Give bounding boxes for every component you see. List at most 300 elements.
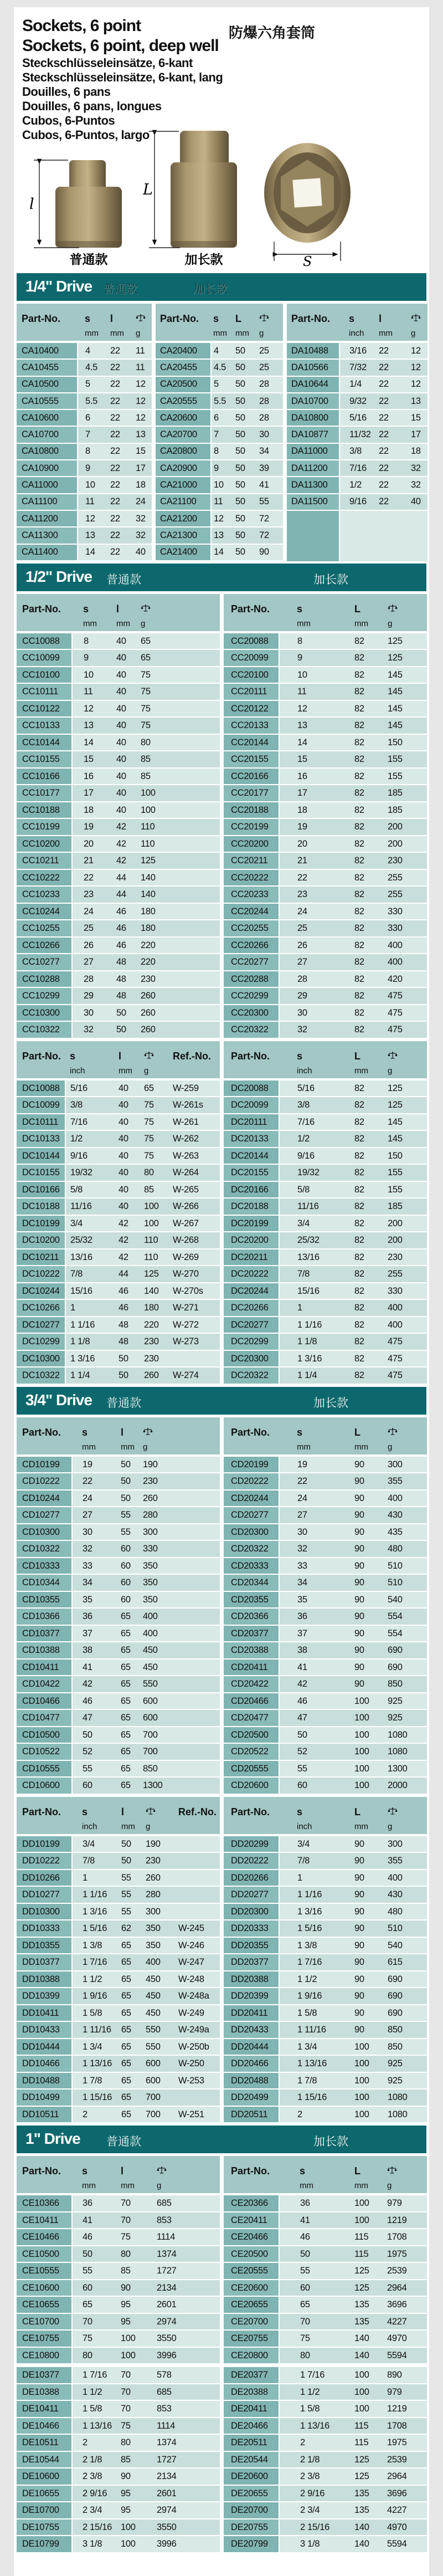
table-row xyxy=(224,2194,427,2212)
value-cell: 25 xyxy=(72,920,105,937)
table-row xyxy=(224,886,427,903)
value-cell xyxy=(166,1709,220,1727)
value-cell: 7/16 xyxy=(65,1114,104,1131)
part-table-group xyxy=(17,1417,220,1795)
value-cell: W-272 xyxy=(168,1317,220,1334)
table-row xyxy=(17,1367,220,1384)
value-cell: 1 9/16 xyxy=(279,1988,340,2005)
scale-icon xyxy=(146,1807,156,1816)
part-no-cell: CC20233 xyxy=(224,886,279,903)
value-cell: 46 xyxy=(104,1299,135,1317)
table-row xyxy=(156,342,283,359)
value-cell: 1 15/16 xyxy=(72,2089,112,2106)
unit-label: g xyxy=(128,326,152,342)
value-cell: 46 xyxy=(72,2229,115,2246)
value-cell: 10 xyxy=(211,477,233,493)
value-cell: 65 xyxy=(112,2055,140,2072)
table-row xyxy=(224,1903,427,1921)
value-cell: 230 xyxy=(380,852,427,869)
value-cell: 1 7/8 xyxy=(279,2072,340,2090)
value-cell: 42 xyxy=(72,1676,107,1693)
unit-label xyxy=(224,1819,279,1835)
value-cell: 5 xyxy=(211,376,233,393)
value-cell: 60 xyxy=(107,1540,135,1558)
socket-normal-photo xyxy=(55,160,122,248)
value-cell: 80 xyxy=(279,2347,341,2364)
value-cell: 27 xyxy=(72,954,105,971)
value-cell: 50 xyxy=(104,1367,135,1384)
table-row xyxy=(17,2194,220,2212)
value-cell: 50 xyxy=(279,1727,340,1744)
value-cell: 40 xyxy=(104,1198,135,1215)
value-cell: 82 xyxy=(340,1164,380,1181)
value-cell: 140 xyxy=(341,2519,381,2536)
value-cell: 1/4 xyxy=(339,376,372,393)
value-cell: 25/32 xyxy=(65,1232,104,1249)
unit-label xyxy=(174,1819,220,1835)
value-cell: 14 xyxy=(72,734,105,751)
value-cell: 400 xyxy=(140,1954,174,1971)
unit-label: mm xyxy=(105,616,132,632)
table-row xyxy=(17,1232,220,1249)
value-cell: 925 xyxy=(380,2072,427,2090)
value-cell: 615 xyxy=(380,1954,427,1971)
part-no-cell: DC20133 xyxy=(224,1130,279,1148)
weight-column-header xyxy=(128,304,152,326)
column-header xyxy=(166,1417,220,1440)
value-cell: 70 xyxy=(115,2384,150,2401)
value-cell: 10 xyxy=(279,667,340,684)
value-cell: 1 13/16 xyxy=(279,2055,340,2072)
unit-label: g xyxy=(381,2178,427,2194)
value-cell: 300 xyxy=(140,1903,174,1921)
value-cell: 50 xyxy=(233,544,257,561)
unit-label: mm xyxy=(107,1440,135,1456)
part-no-column-header: Part-No. xyxy=(224,2156,279,2178)
section-quarter-drive xyxy=(17,273,426,561)
table-row xyxy=(17,1971,220,1988)
value-cell: 3/16 xyxy=(339,342,372,359)
part-no-cell: CA21400 xyxy=(156,544,211,561)
part-no-cell: CE20700 xyxy=(224,2313,279,2331)
value-cell: 1 xyxy=(279,1299,340,1317)
value-cell: 90 xyxy=(340,1574,380,1591)
value-cell: W-261s xyxy=(168,1097,220,1114)
data-table xyxy=(17,304,152,561)
table-row xyxy=(224,1709,427,1727)
part-no-cell: CC20177 xyxy=(224,785,279,802)
table-row xyxy=(224,1079,427,1097)
value-cell: 41 xyxy=(72,1659,107,1676)
value-cell xyxy=(174,1835,220,1853)
unit-label xyxy=(17,1440,72,1456)
value-cell: 100 xyxy=(340,1693,380,1710)
table-row xyxy=(224,2418,427,2435)
unit-label: g xyxy=(380,1063,427,1079)
value-cell: 1 1/8 xyxy=(279,1333,340,1350)
value-cell: 100 xyxy=(341,2194,381,2212)
table-row xyxy=(17,1937,220,1954)
column-header: s xyxy=(78,304,103,326)
table-row xyxy=(17,1870,220,1887)
value-cell: 12 xyxy=(128,409,152,426)
part-no-cell: DD20355 xyxy=(224,1937,279,1954)
unit-label: g xyxy=(380,616,427,632)
value-cell: W-273 xyxy=(168,1333,220,1350)
table-row xyxy=(17,393,152,409)
value-cell: 1 3/8 xyxy=(72,1937,112,1954)
part-no-cell: DC10111 xyxy=(17,1114,65,1131)
value-cell: 400 xyxy=(380,1870,427,1887)
part-no-cell: CC10200 xyxy=(17,836,72,853)
table-row xyxy=(17,1215,220,1232)
value-cell: 82 xyxy=(340,1350,380,1368)
part-no-cell: DD10444 xyxy=(17,2039,72,2056)
table-row xyxy=(224,903,427,920)
value-cell: W-264 xyxy=(168,1164,220,1181)
column-header: s xyxy=(279,594,340,616)
part-no-cell: CA11400 xyxy=(17,544,78,561)
value-cell: 853 xyxy=(150,2400,188,2418)
part-no-cell: DD20399 xyxy=(224,1988,279,2005)
value-cell: 65 xyxy=(107,1743,135,1760)
value-cell: W-248a xyxy=(174,1988,220,2005)
value-cell: 420 xyxy=(380,971,427,988)
part-no-cell: DA11500 xyxy=(287,494,339,510)
part-no-cell: CA20455 xyxy=(156,359,211,376)
value-cell: 90 xyxy=(340,1456,380,1473)
table-row xyxy=(17,2519,220,2536)
part-no-cell: CC20144 xyxy=(224,734,279,751)
value-cell: 1 13/16 xyxy=(279,2418,341,2435)
table-row xyxy=(17,717,220,734)
value-cell: 8 xyxy=(72,632,105,650)
scale-icon xyxy=(143,1427,153,1437)
part-no-cell: CC20277 xyxy=(224,954,279,971)
table-row xyxy=(17,1608,220,1625)
dimension-l-label: l xyxy=(29,196,34,213)
value-cell: 22 xyxy=(103,376,128,393)
table-row xyxy=(224,2296,427,2313)
value-cell: 13 xyxy=(128,426,152,443)
value-cell xyxy=(339,510,427,561)
part-no-cell: DD10388 xyxy=(17,1971,72,1988)
value-cell: 5594 xyxy=(381,2536,427,2553)
value-cell: 70 xyxy=(115,2212,150,2229)
value-cell: 260 xyxy=(135,1490,166,1507)
value-cell: 65 xyxy=(107,1777,135,1794)
table-row xyxy=(17,2212,220,2229)
value-cell: 4 xyxy=(78,342,103,359)
value-cell: 125 xyxy=(135,1266,168,1283)
value-cell: 41 xyxy=(279,2212,341,2229)
value-cell: 1 11/16 xyxy=(279,2021,340,2039)
value-cell: 690 xyxy=(380,1659,427,1676)
part-no-cell: CA11300 xyxy=(17,527,78,544)
part-no-cell: DA10488 xyxy=(287,342,339,359)
part-no-cell: DD10499 xyxy=(17,2089,72,2106)
value-cell: 85 xyxy=(132,751,165,768)
value-cell: 6 xyxy=(211,409,233,426)
value-cell: 5/16 xyxy=(65,1079,104,1097)
value-cell: 90 xyxy=(340,1608,380,1625)
value-cell: 2134 xyxy=(150,2468,188,2485)
value-cell: 50 xyxy=(233,510,257,527)
value-cell: 22 xyxy=(372,376,396,393)
value-cell: 450 xyxy=(135,1642,166,1659)
table-row xyxy=(17,818,220,836)
value-cell: 13/16 xyxy=(65,1249,104,1266)
value-cell: 90 xyxy=(340,1642,380,1659)
part-no-cell: CC20188 xyxy=(224,802,279,819)
value-cell: 1219 xyxy=(381,2212,427,2229)
value-cell: 75 xyxy=(115,2418,150,2435)
value-cell: 36 xyxy=(279,2194,341,2212)
table-row xyxy=(17,2536,220,2553)
value-cell xyxy=(165,768,220,785)
table-row xyxy=(17,937,220,954)
value-cell: 125 xyxy=(341,2280,381,2297)
value-cell: 7/16 xyxy=(339,460,372,477)
value-cell xyxy=(165,1021,220,1038)
unit-label: mm xyxy=(103,326,128,342)
part-no-cell: DC20299 xyxy=(224,1333,279,1350)
value-cell: 40 xyxy=(105,649,132,667)
value-cell: 75 xyxy=(132,700,165,718)
part-no-cell: DD10433 xyxy=(17,2021,72,2039)
table-row xyxy=(224,1114,427,1131)
part-no-cell: DC10300 xyxy=(17,1350,65,1368)
value-cell: 55 xyxy=(72,2262,115,2280)
value-cell: 82 xyxy=(340,903,380,920)
value-cell: 72 xyxy=(257,527,283,544)
part-no-cell: CC10133 xyxy=(17,717,72,734)
value-cell: 100 xyxy=(341,2400,381,2418)
value-cell: 82 xyxy=(340,1130,380,1148)
table-row xyxy=(156,376,283,393)
unit-label: mm xyxy=(211,326,233,342)
value-cell: 2 3/4 xyxy=(72,2502,115,2519)
value-cell: 400 xyxy=(380,1490,427,1507)
value-cell: 1 7/16 xyxy=(72,2367,115,2384)
value-cell: 550 xyxy=(135,1676,166,1693)
part-no-cell: CD20355 xyxy=(224,1591,279,1609)
value-cell: 80 xyxy=(115,2434,150,2451)
value-cell: 430 xyxy=(380,1886,427,1903)
part-no-cell: DD20466 xyxy=(224,2055,279,2072)
value-cell: 2 15/16 xyxy=(72,2519,115,2536)
table-row xyxy=(224,2089,427,2106)
value-cell: 82 xyxy=(340,1299,380,1317)
part-no-cell: CC20244 xyxy=(224,903,279,920)
table-row xyxy=(156,409,283,426)
value-cell: 435 xyxy=(380,1524,427,1541)
part-no-cell: CC10122 xyxy=(17,700,72,718)
value-cell: 110 xyxy=(132,818,165,836)
part-no-cell: CC10300 xyxy=(17,1005,72,1022)
value-cell: 90 xyxy=(340,1558,380,1575)
value-cell: W-246 xyxy=(174,1937,220,1954)
value-cell: 24 xyxy=(72,903,105,920)
value-cell: 11/32 xyxy=(339,426,372,443)
part-no-cell: DD10511 xyxy=(17,2106,72,2123)
value-cell: 40 xyxy=(104,1164,135,1181)
table-row xyxy=(17,1164,220,1181)
part-no-cell: CD10199 xyxy=(17,1456,72,1473)
part-no-cell: CE20800 xyxy=(224,2347,279,2364)
value-cell: 82 xyxy=(340,1148,380,1165)
value-cell: 15 xyxy=(396,409,427,426)
value-cell: 100 xyxy=(132,785,165,802)
value-cell: 25/32 xyxy=(279,1232,340,1249)
part-no-cell: DE20411 xyxy=(224,2400,279,2418)
value-cell: 40 xyxy=(105,768,132,785)
value-cell xyxy=(165,818,220,836)
value-cell: 82 xyxy=(340,785,380,802)
unit-label: g xyxy=(257,326,283,342)
value-cell: 70 xyxy=(115,2194,150,2212)
part-no-cell: CD20466 xyxy=(224,1693,279,1710)
value-cell: 65 xyxy=(107,1709,135,1727)
value-cell: 2 xyxy=(279,2106,340,2123)
value-cell: 42 xyxy=(105,818,132,836)
value-cell: 90 xyxy=(340,1490,380,1507)
part-no-cell: CC10322 xyxy=(17,1021,72,1038)
value-cell: 13 xyxy=(72,717,105,734)
table-row xyxy=(17,1266,220,1283)
value-cell: 17 xyxy=(396,426,427,443)
part-no-cell: DC10199 xyxy=(17,1215,65,1232)
part-no-cell: CC10199 xyxy=(17,818,72,836)
table-row xyxy=(17,1954,220,1971)
unit-label xyxy=(224,2178,279,2194)
value-cell: 100 xyxy=(115,2330,150,2347)
value-cell: 125 xyxy=(380,1097,427,1114)
value-cell: 90 xyxy=(340,1676,380,1693)
page-subtitle: Steckschlüsseleinsätze, 6-kant xyxy=(22,56,193,70)
table-row xyxy=(17,2468,220,2485)
part-no-cell: CA11200 xyxy=(17,510,78,527)
value-cell: 100 xyxy=(340,1709,380,1727)
value-cell: 65 xyxy=(72,2296,115,2313)
table-pair-row xyxy=(17,304,426,561)
value-cell: 82 xyxy=(340,649,380,667)
part-no-cell: CC20299 xyxy=(224,987,279,1005)
value-cell: 3/8 xyxy=(279,1097,340,1114)
value-cell xyxy=(166,1456,220,1473)
table-row xyxy=(17,2039,220,2056)
column-header: L xyxy=(340,1041,380,1063)
value-cell: 75 xyxy=(132,683,165,700)
part-no-cell: CD10388 xyxy=(17,1642,72,1659)
section-one-drive xyxy=(17,2126,426,2553)
part-no-cell: DC20277 xyxy=(224,1317,279,1334)
unit-label: mm xyxy=(72,616,105,632)
unit-label xyxy=(17,1063,65,1079)
value-cell: 400 xyxy=(135,1625,166,1642)
value-cell xyxy=(166,1743,220,1760)
value-cell: 260 xyxy=(140,1870,174,1887)
value-cell: 1300 xyxy=(135,1777,166,1794)
value-cell: 475 xyxy=(380,987,427,1005)
table-row xyxy=(224,802,427,819)
value-cell xyxy=(188,2400,220,2418)
part-no-cell: CE20500 xyxy=(224,2246,279,2263)
value-cell: 40 xyxy=(104,1181,135,1199)
value-cell: 21 xyxy=(72,852,105,869)
part-no-cell: DE20700 xyxy=(224,2502,279,2519)
table-row xyxy=(17,2296,220,2313)
unit-label xyxy=(224,1440,279,1456)
table-row xyxy=(17,1317,220,1334)
value-cell: 685 xyxy=(150,2194,188,2212)
table-row xyxy=(17,2347,220,2364)
value-cell: 3/8 xyxy=(339,443,372,460)
value-cell: 475 xyxy=(380,1350,427,1368)
part-no-cell: DE20466 xyxy=(224,2418,279,2435)
table-row xyxy=(17,1625,220,1642)
part-no-column-header: Part-No. xyxy=(17,1417,72,1440)
value-cell: 50 xyxy=(107,1473,135,1490)
value-cell: 52 xyxy=(279,1743,340,1760)
value-cell: 85 xyxy=(135,1181,168,1199)
value-cell: 180 xyxy=(135,1299,168,1317)
value-cell: 1 1/2 xyxy=(279,1971,340,1988)
value-cell: 22 xyxy=(103,544,128,561)
table-row xyxy=(17,2384,220,2401)
value-cell: 200 xyxy=(380,1215,427,1232)
value-cell: 1 3/16 xyxy=(279,1350,340,1368)
table-row xyxy=(224,1317,427,1334)
value-cell: 155 xyxy=(380,1164,427,1181)
value-cell: 22 xyxy=(279,1473,340,1490)
value-cell: 50 xyxy=(112,1852,140,1870)
value-cell: 90 xyxy=(340,1988,380,2005)
value-cell: 95 xyxy=(115,2502,150,2519)
part-no-cell: CD20322 xyxy=(224,1540,279,1558)
value-cell: 40 xyxy=(105,700,132,718)
value-cell: 70 xyxy=(115,2400,150,2418)
value-cell: 155 xyxy=(380,1181,427,1199)
part-no-cell: DE20511 xyxy=(224,2434,279,2451)
value-cell: 700 xyxy=(135,1743,166,1760)
value-cell: 550 xyxy=(140,2021,174,2039)
table-row xyxy=(17,1283,220,1300)
value-cell: 32 xyxy=(128,510,152,527)
value-cell: 125 xyxy=(380,649,427,667)
value-cell: 145 xyxy=(380,667,427,684)
value-cell: 10 xyxy=(72,667,105,684)
part-no-cell: DC10322 xyxy=(17,1367,65,1384)
value-cell: 70 xyxy=(115,2367,150,2384)
weight-column-header xyxy=(380,1797,427,1819)
value-cell: 145 xyxy=(380,717,427,734)
value-cell: 16 xyxy=(72,768,105,785)
value-cell: 90 xyxy=(340,1852,380,1870)
value-cell: 80 xyxy=(115,2246,150,2263)
table-row xyxy=(224,683,427,700)
value-cell: 110 xyxy=(132,836,165,853)
value-cell xyxy=(188,2212,220,2229)
table-row xyxy=(224,717,427,734)
value-cell: 1 1/2 xyxy=(72,2384,115,2401)
column-header: l xyxy=(372,304,396,326)
value-cell: 75 xyxy=(132,667,165,684)
value-cell: 9/16 xyxy=(279,1148,340,1165)
table-row xyxy=(224,1232,427,1249)
value-cell: 65 xyxy=(112,2005,140,2022)
part-no-cell: DC20266 xyxy=(224,1299,279,1317)
